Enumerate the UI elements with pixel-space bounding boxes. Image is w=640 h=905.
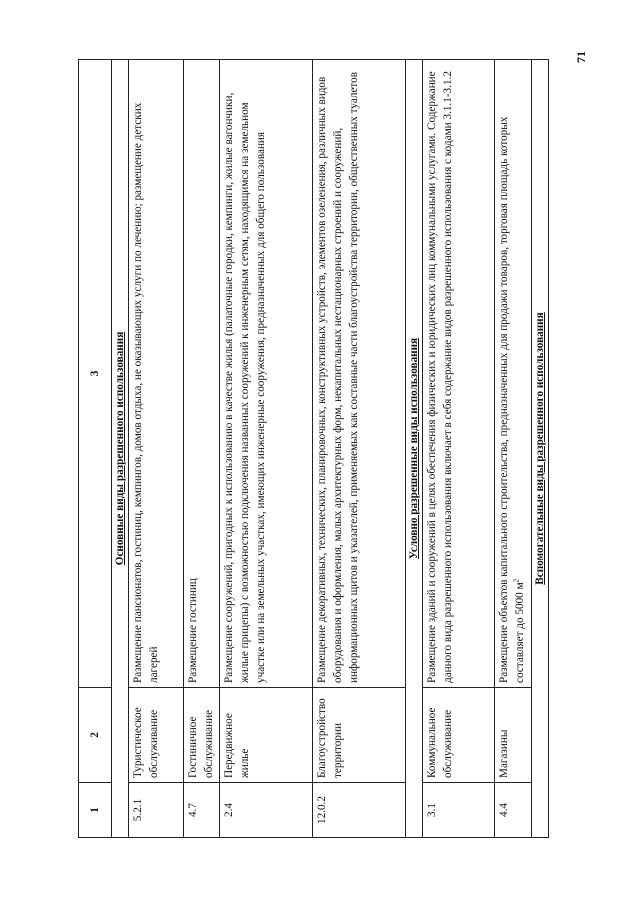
table-row (495, 60, 531, 838)
zoning-table (78, 59, 549, 838)
row-description (495, 60, 531, 688)
table-row (422, 60, 495, 838)
section-title: Вспомогательные виды разрешенного использования (531, 60, 548, 838)
row-description: Размещение гостиниц (183, 60, 219, 688)
row-name: Туристическое обслуживание (129, 688, 183, 783)
table-header-row (79, 60, 112, 838)
table-row (183, 60, 219, 838)
header-col-1: 1 (79, 783, 112, 838)
table-row (220, 60, 313, 838)
row-description-text: Размещение объектов капитального строительства, предназначенных для продажи товаров, торговая площадь которых составляет до 5000 м (498, 116, 527, 683)
row-name: Передвижное жилье (220, 688, 313, 783)
row-code: 5.2.1 (129, 783, 183, 838)
section-heading-conditional (405, 60, 422, 838)
section-heading-auxiliary (531, 60, 548, 838)
row-code: 4.7 (183, 783, 219, 838)
row-code: 12.0.2 (312, 783, 405, 838)
row-description: Размещение зданий и сооружений в целях обеспечения физических и юридических лиц коммунальными услугами. Содержание данного вида разрешенного использования включает в себя содержание видов разрешенного использования с кодами 3.1.1-3.1.2 (422, 60, 495, 688)
row-code: 2.4 (220, 783, 313, 838)
row-name: Коммунальное обслуживание (422, 688, 495, 783)
table-row (312, 60, 405, 838)
row-description: Размещение сооружений, пригодных к использованию в качестве жилья (палаточные городки, кемпинги, жилые вагончики, жилые прицепы) с возможностью подключения названных сооружений к инженерным сетям, находящимся на земельном участке или на земельных участках, имеющих инженерные сооружения, предназначенных для общего пользования (220, 60, 313, 688)
row-description: Размещение декоративных, технических, планировочных, конструктивных устройств, элементов озеленения, различных видов оборудования и оформления, малых архитектурных форм, некапитальных нестационарных строений и сооружений, информационных щитов и указателей, применяемых как составные части благоустройства территории, общественных туалетов (312, 60, 405, 688)
page-number: 71 (574, 51, 588, 63)
row-code: 4.4 (495, 783, 531, 838)
unit-superscript: 2 (512, 578, 521, 583)
header-col-3: 3 (79, 60, 112, 688)
row-name: Магазины (495, 688, 531, 783)
row-description: Размещение пансионатов, гостиниц, кемпингов, домов отдыха, не оказывающих услуги по лечению; размещение детских лагерей (129, 60, 183, 688)
table-row (129, 60, 183, 838)
section-title: Основные виды разрешенного использования (112, 60, 129, 838)
section-heading-main (112, 60, 129, 838)
row-name: Благоустройство территории (312, 688, 405, 783)
header-col-2: 2 (79, 688, 112, 783)
row-name: Гостиничное обслуживание (183, 688, 219, 783)
row-code: 3.1 (422, 783, 495, 838)
section-title: Условно разрешенные виды использования (405, 60, 422, 838)
